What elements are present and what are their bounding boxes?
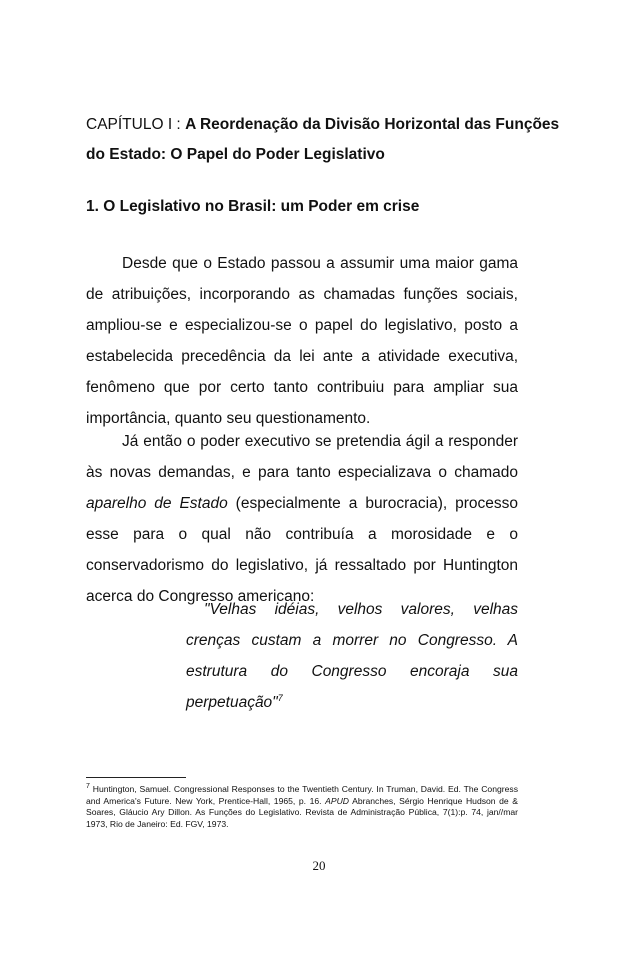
paragraph-2-text-b: (especialmente a burocracia), processo esse para o qual não contribuía a morosidade e o conservadorismo do legislativo, já ressaltado por Huntington acerca do Congresso americano: — [86, 495, 519, 605]
paragraph-2-italic: aparelho de Estado — [86, 495, 228, 512]
paragraph-1: Desde que o Estado passou a assumir uma maior gama de atribuições, incorporando as chamadas funções sociais, ampliou-se e especializou-se o papel do legislativo, posto a estabelecida precedência da lei ante a atividade executiva, fenômeno que por certo tanto contribuiu para ampliar sua importância, quanto seu questionamento. — [86, 255, 518, 427]
section-heading: 1. O Legislativo no Brasil: um Poder em crise — [86, 198, 420, 215]
footnote-marker: 7 — [86, 783, 90, 791]
footnote-reference[interactable]: 7 — [277, 692, 283, 703]
chapter-label: CAPÍTULO I : — [86, 116, 181, 133]
footnote-text-b: Abranches, Sérgio Henrique Hudson de & Soares, Gláucio Ary Dillon. As Funções do Legislativo. Revista de Administração Pública, 7(1):p. 74, jan//mar 1973, Rio de Janeiro: Ed. FGV, 1973. — [86, 795, 518, 829]
footnote-italic: APUD — [325, 795, 349, 806]
footnote-text-a: Huntington, Samuel. Congressional Responses to the Twentieth Century. In Truman, David. Ed. The Congress and America's Future. New York, Prentice-Hall, 1965, p. 16. — [86, 784, 518, 806]
chapter-title: A Reordenação da Divisão Horizontal das Funções do Estado: O Papel do Poder Legislativo — [86, 116, 560, 163]
paragraph-2 — [86, 426, 518, 612]
page-number: 20 — [312, 858, 326, 873]
paragraph-2-text-a: Já então o poder executivo se pretendia ágil a responder às novas demandas, e para tanto especializava o chamado — [86, 433, 518, 481]
block-quote — [186, 594, 518, 718]
chapter-heading — [86, 110, 576, 170]
footnote — [86, 784, 518, 830]
footnote-separator — [86, 777, 186, 778]
quote-text: "Velhas idéias, velhos valores, velhas crenças custam a morrer no Congresso. A estrutura do Congresso encoraja sua perpetuação" — [186, 601, 518, 711]
